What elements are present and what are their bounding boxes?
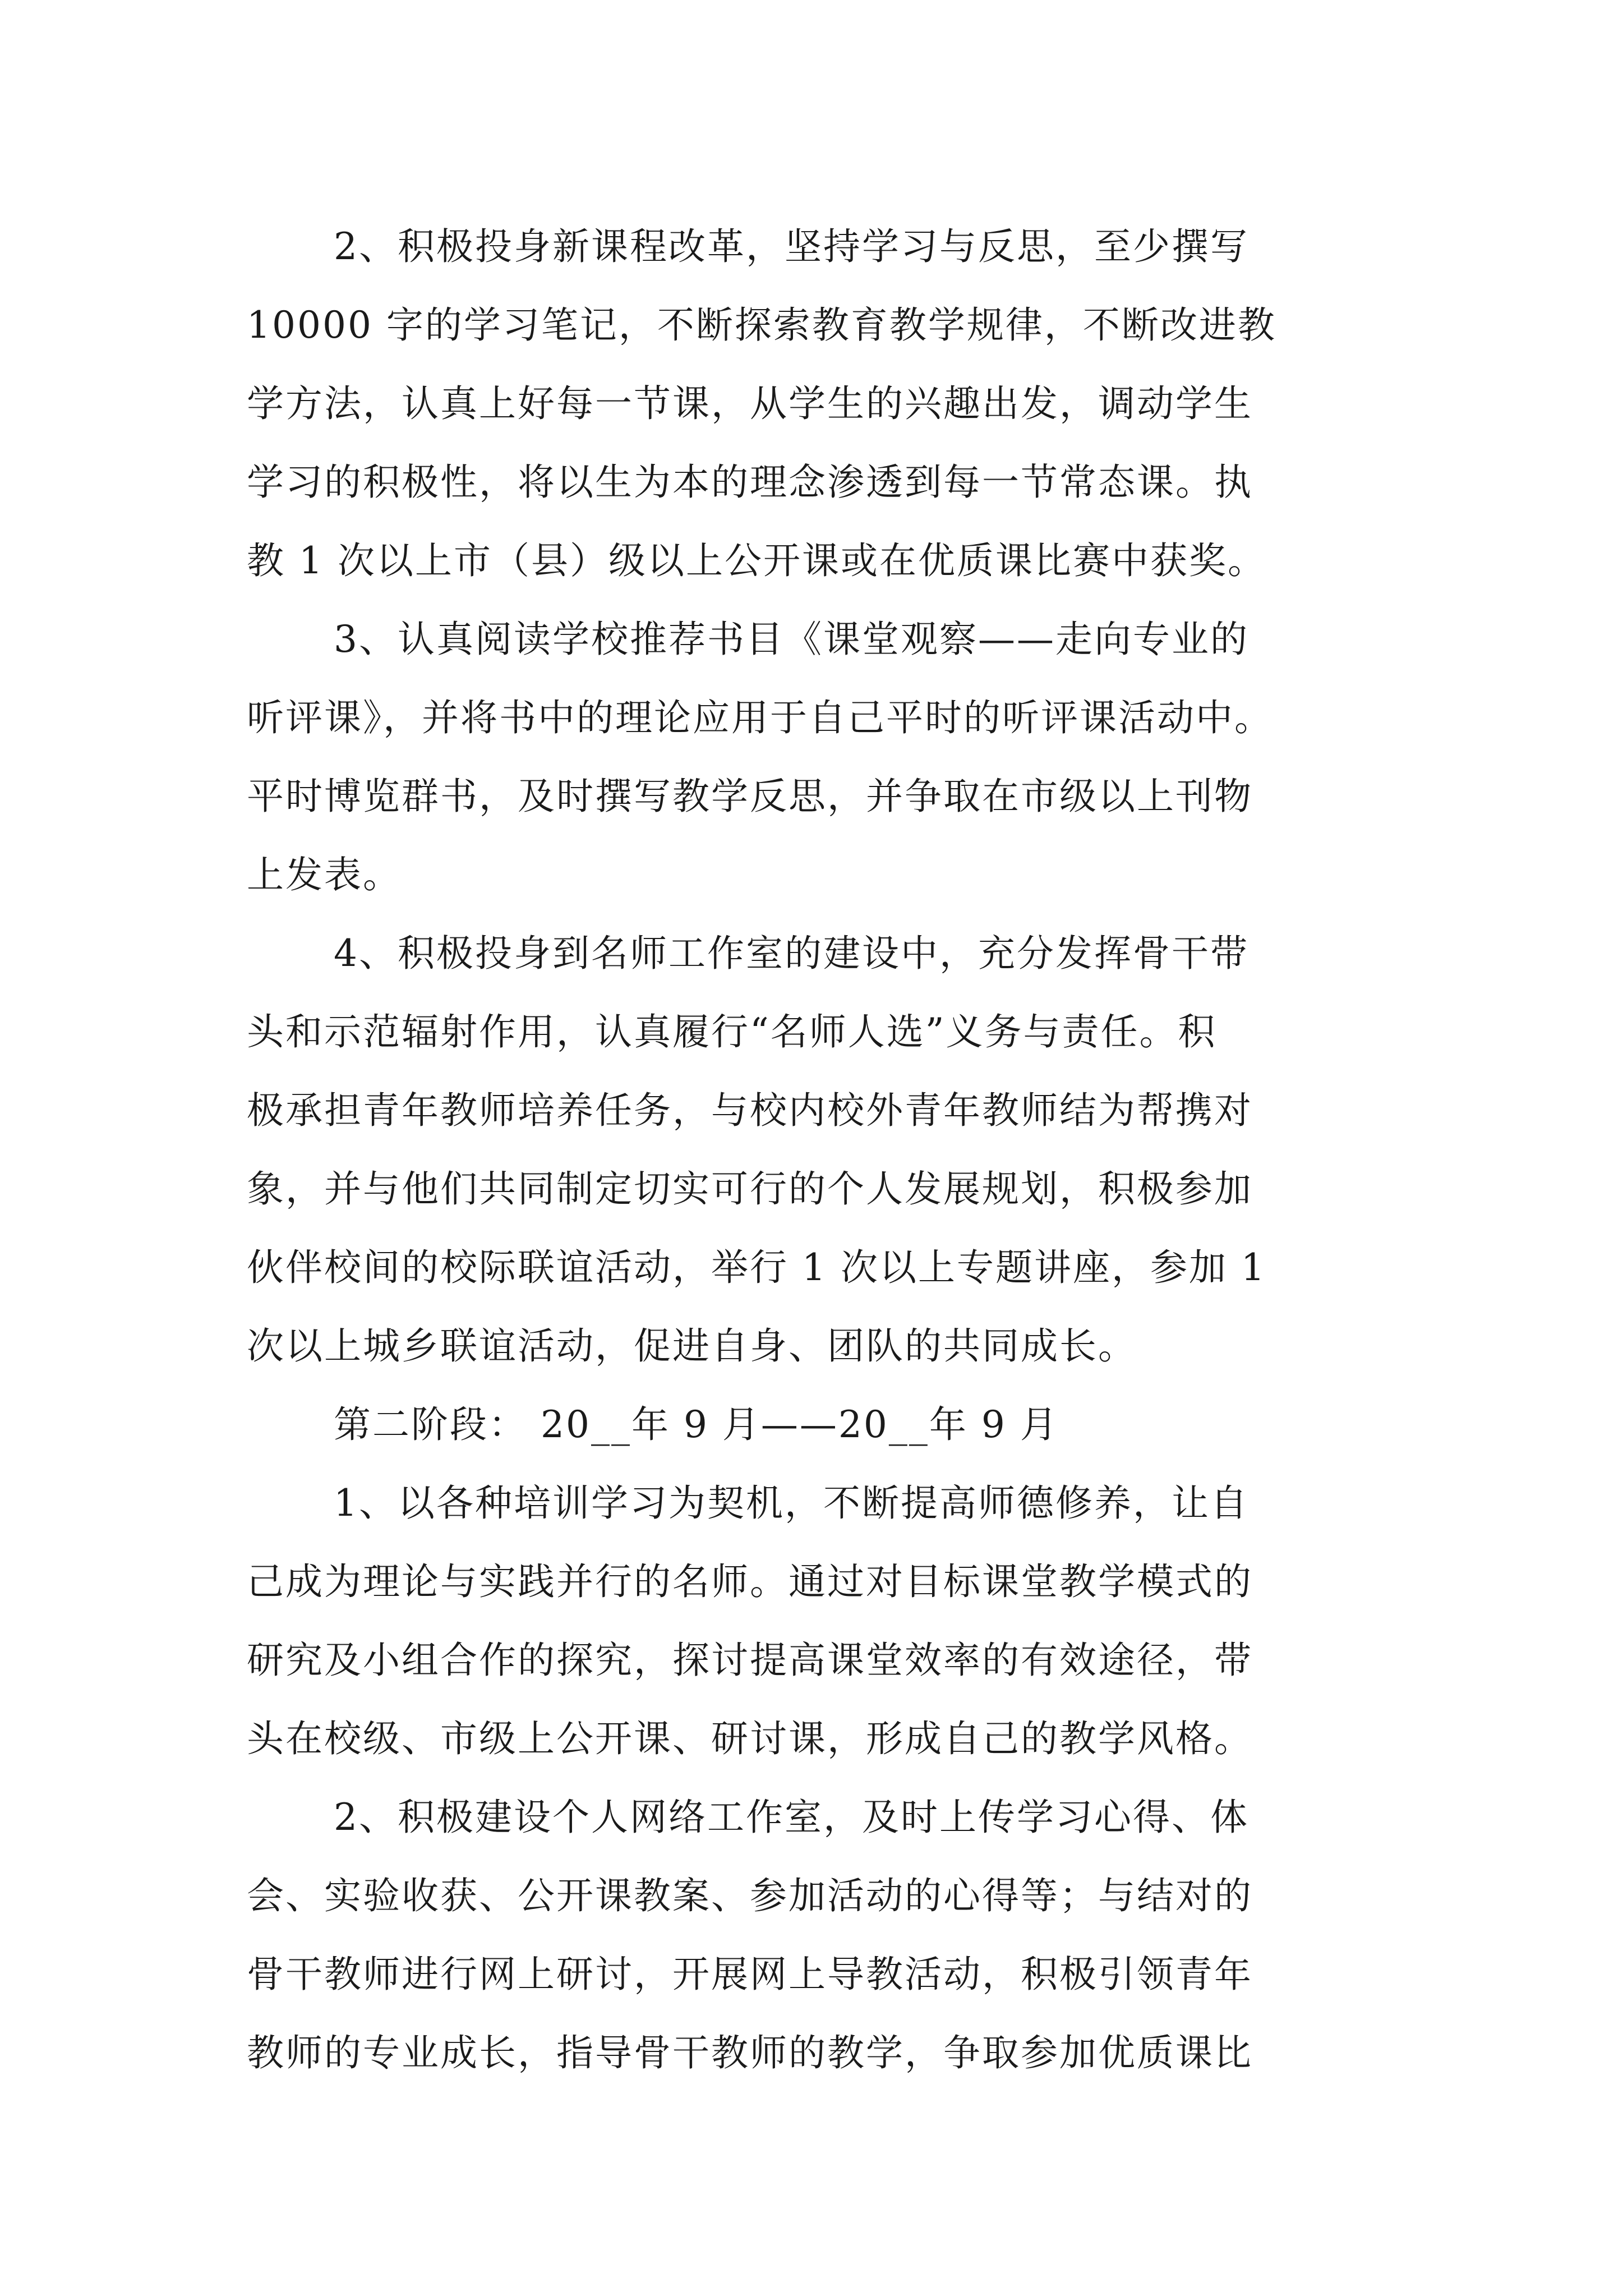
text-line: 听评课》，并将书中的理论应用于自己平时的听评课活动中。 (247, 696, 1273, 739)
text-line: 研究及小组合作的探究，探讨提高课堂效率的有效途径，带 (247, 1639, 1253, 1682)
text-line: 会、实验收获、公开课教案、参加活动的心得等；与结对的 (247, 1874, 1253, 1917)
text-line: 1、以各种培训学习为契机，不断提高师德修养，让自 (334, 1481, 1249, 1525)
text-line: 极承担青年教师培养任务，与校内校外青年教师结为帮携对 (247, 1089, 1253, 1132)
text-line: 教 1 次以上市（县）级以上公开课或在优质课比赛中获奖。 (247, 539, 1266, 582)
section-heading: 第二阶段： 20__年 9 月——20__年 9 月 (334, 1403, 1059, 1446)
text-line: 头和示范辐射作用，认真履行“名师人选”义务与责任。积 (247, 1010, 1217, 1053)
text-line: 学习的积极性，将以生为本的理念渗透到每一节常态课。执 (247, 461, 1253, 504)
text-line: 己成为理论与实践并行的名师。通过对目标课堂教学模式的 (247, 1560, 1253, 1603)
text-line: 10000 字的学习笔记，不断探索教育教学规律，不断改进教 (247, 303, 1276, 347)
text-line: 3、认真阅读学校推荐书目《课堂观察——走向专业的 (334, 618, 1249, 661)
text-line: 4、积极投身到名师工作室的建设中，充分发挥骨干带 (334, 932, 1249, 975)
text-line: 平时博览群书，及时撰写教学反思，并争取在市级以上刊物 (247, 775, 1253, 818)
text-line: 骨干教师进行网上研讨，开展网上导教活动，积极引领青年 (247, 1953, 1253, 1996)
text-line: 上发表。 (247, 853, 402, 896)
text-line: 头在校级、市级上公开课、研讨课，形成自己的教学风格。 (247, 1717, 1253, 1760)
text-line: 2、积极建设个人网络工作室，及时上传学习心得、体 (334, 1796, 1249, 1839)
text-line: 2、积极投身新课程改革，坚持学习与反思，至少撰写 (334, 225, 1249, 268)
text-line: 学方法，认真上好每一节课，从学生的兴趣出发，调动学生 (247, 382, 1253, 425)
text-line: 教师的专业成长，指导骨干教师的教学，争取参加优质课比 (247, 2031, 1253, 2074)
text-line: 象，并与他们共同制定切实可行的个人发展规划，积极参加 (247, 1167, 1253, 1211)
text-line: 次以上城乡联谊活动，促进自身、团队的共同成长。 (247, 1324, 1137, 1368)
text-line: 伙伴校间的校际联谊活动，举行 1 次以上专题讲座，参加 1 (247, 1246, 1266, 1289)
